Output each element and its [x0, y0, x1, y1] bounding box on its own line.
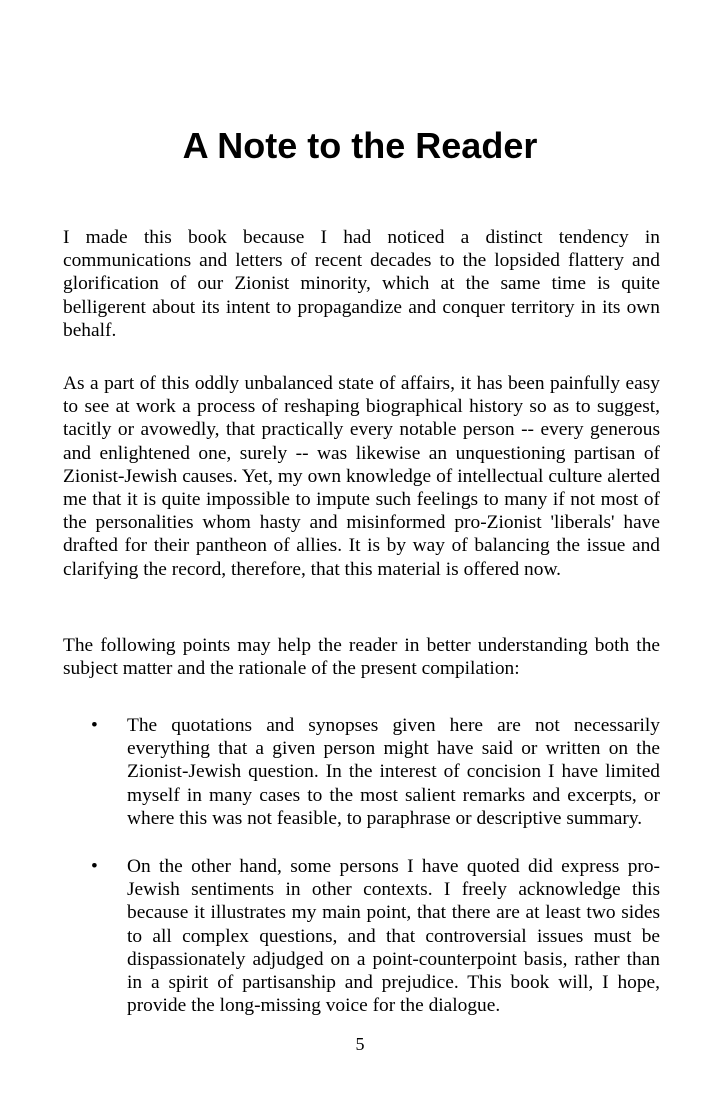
bullet-marker-icon: • — [91, 856, 98, 877]
paragraph-3: The following points may help the reader in better understanding both the subject matter and the rationale of the present compilation: — [63, 635, 660, 680]
page-title: A Note to the Reader — [182, 125, 538, 166]
bullet-text-1: The quotations and synopses given here are not necessarily everything that a given person might have said or written on the Zionist-Jewish question. In the interest of concision I have limited myself in many cases to the most salient remarks and excerpts, or where this was not feasible, to paraphrase or descriptive summary. — [127, 715, 660, 829]
paragraph-2: As a part of this oddly unbalanced state of affairs, it has been painfully easy to see at work a process of reshaping biographical history so as to suggest, tacitly or avowedly, that practically every notable person -- every generous and enlightened one, surely -- was likewise an unquestioning partisan of Zionist-Jewish causes. Yet, my own knowledge of intellectual culture alerted me that it is quite impossible to impute such feelings to many if not most of the personalities whom hasty and misinformed pro-Zionist 'liberals' have drafted for their pantheon of allies. It is by way of balancing the issue and clarifying the record, therefore, that this material is offered now. — [63, 373, 660, 580]
bullet-marker-icon: • — [91, 715, 98, 736]
page-number: 5 — [355, 1034, 365, 1054]
paragraph-1: I made this book because I had noticed a distinct tendency in communications and letters of recent decades to the lopsided flattery and glorification of our Zionist minority, which at the same time is quite belligerent about its intent to propagandize and conquer territory in its own behalf. — [63, 227, 660, 341]
bullet-text-2: On the other hand, some persons I have quoted did express pro-Jewish sentiments in other contexts. I freely acknowledge this because it illustrates my main point, that there are at least two sides to all complex questions, and that controversial issues must be dispassionately adjudged on a point-counterpoint basis, rather than in a spirit of partisanship and prejudice. This book will, I hope, provide the long-missing voice for the dialogue. — [127, 856, 660, 1017]
